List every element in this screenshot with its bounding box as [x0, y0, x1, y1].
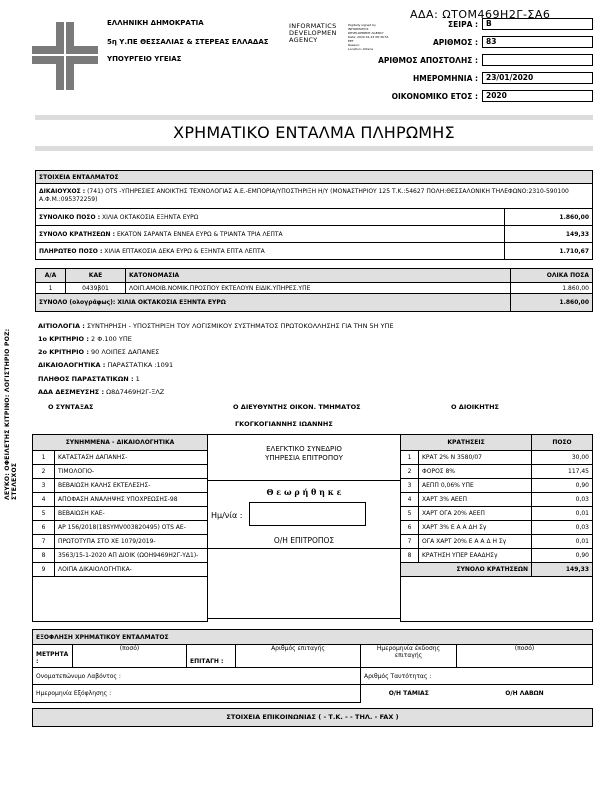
settlement-date-field[interactable]: Ημερομηνία Εξόφλησης :: [33, 685, 361, 703]
list-item: 5 ΒΕΒΑΙΩΣΗ ΚΑΕ-: [33, 507, 208, 521]
fiscal-year-label: ΟΙΚΟΝΟΜΙΚΟ ΕΤΟΣ :: [391, 92, 478, 101]
deductions-empty: [401, 577, 593, 622]
documents-count-line: ΠΛΗΘΟΣ ΠΑΡΑΣΤΑΤΙΚΩΝ : 1: [38, 375, 140, 383]
audit-date-label: Ημ/νία :: [211, 511, 243, 520]
cash-label: ΜΕΤΡΗΤΑ :: [33, 645, 73, 668]
deductions-header: ΚΡΑΤΗΣΕΙΣ: [401, 435, 532, 451]
deductions-total-amount: 149,33: [532, 563, 593, 577]
org-line-1: ΕΛΛΗΝΙΚΗ ΔΗΜΟΚΡΑΤΙΑ: [107, 19, 204, 27]
deductions-amount-header: ΠΟΣΟ: [532, 435, 593, 451]
attachments-table: [32, 434, 208, 622]
date-field[interactable]: 23/01/2020: [482, 72, 593, 84]
governor-signature: Ο ΔΙΟΙΚΗΤΗΣ: [451, 403, 499, 411]
attachments-empty: [33, 577, 208, 622]
list-item: 2 ΤΙΜΟΛΟΓΙΟ-: [33, 465, 208, 479]
deductions-total-label: ΣΥΝΟΛΟ ΚΡΑΤΗΣΕΩΝ: [401, 563, 532, 577]
beneficiary-row: ΔΙΚΑΙΟΥΧΟΣ : (741) OTS -ΥΠΗΡΕΣΙΕΣ ΑΝΟΙΚΤΗΣ ΤΕΧΝΟΛΟΓΙΑΣ Α.Ε.-ΕΜΠΟΡΙΑ/ΥΠΟΣΤΗΡΙΞΗ Η/Υ (ΜΟΝΑΣΤΗΡΙΟΥ 125 Τ.Κ.:54627 ΠΟΛΗ:ΘΕΣΣΑΛΟΝΙΚΗ ΤΗΛΕΦΩΝΟ:2310-590100 Α.Φ.Μ.:095372259): [36, 184, 593, 209]
recipient-name-field[interactable]: Ονοματεπώνυμο Λαβόντος :: [33, 668, 361, 685]
org-line-2: 5η Υ.ΠΕ ΘΕΣΣΑΛΙΑΣ & ΣΤΕΡΕΑΣ ΕΛΛΑΔΑΣ: [107, 38, 269, 46]
audit-title: ΕΛΕΓΚΤΙΚΟ ΣΥΝΕΔΡΙΟ ΥΠΗΡΕΣΙΑ ΕΠΙΤΡΟΠΟΥ: [265, 445, 343, 462]
total-amount-row: ΣΥΝΟΛΙΚΟ ΠΟΣΟ : ΧΙΛΙΑ ΟΚΤΑΚΟΣΙΑ ΕΞΗΝΤΑ ΕΥΡΩ: [36, 209, 505, 226]
check-amount-field[interactable]: (ποσό): [457, 645, 593, 668]
cash-amount-field[interactable]: (ποσό): [73, 645, 187, 668]
table-row: 8 ΚΡΑΤΗΣΗ ΥΠΕΡ ΕΑΑΔΗΣγ 0,90: [401, 549, 593, 563]
list-item: 7 ΠΡΩΤΟΤΥΠΑ ΣΤΟ ΧΕ 1079/2019-: [33, 535, 208, 549]
attachments-header: ΣΥΝΗΜΜΕΝΑ - ΔΙΚΑΙΟΛΟΓΗΤΙΚΑ: [33, 435, 208, 451]
commitment-ada-line: ΑΔΑ ΔΕΣΜΕΥΣΗΣ : Ω8Δ7469Η2Γ-ΞΛΖ: [38, 388, 165, 396]
settlement-title: ΕΞΟΦΛΗΣΗ ΧΡΗΜΑΤΙΚΟΥ ΕΝΤΑΛΜΑΤΟΣ: [33, 630, 593, 645]
deductions-table: [400, 434, 593, 622]
title-bar-top: [35, 115, 593, 120]
date-label: ΗΜΕΡΟΜΗΝΙΑ :: [413, 74, 478, 83]
receiver-label: Ο/Η ΛΑΒΩΝ: [505, 690, 544, 698]
table-row: 1 0439β01 ΛΟΙΠ.ΑΜΟΙΒ.ΝΟΜΙΚ.ΠΡΟΣΠΟΥ ΕΚΤΕΛΟΥΝ ΕΙΔΙΚ.ΥΠΗΡΕΣ.ΥΠΕ 1.860,00: [36, 283, 593, 294]
list-item: 6 ΑΡ 156/2018(18SYMV003820495) OTS AE-: [33, 521, 208, 535]
criterion-1-line: 1ο ΚΡΙΤΗΡΙΟ : 2 Φ.100 ΥΠΕ: [38, 335, 132, 343]
col-kae: ΚΑΕ: [66, 269, 126, 283]
list-item: 3 ΒΕΒΑΙΩΣΗ ΚΑΛΗΣ ΕΚΤΕΛΕΣΗΣ-: [33, 479, 208, 493]
table-row: 7 ΟΓΑ ΧΑΡΤ 20% Ε Α Α Δ Η Σγ 0,01: [401, 535, 593, 549]
payable-amount: 1.710,67: [505, 243, 593, 260]
deductions-total: 149,33: [505, 226, 593, 243]
number-label: ΑΡΙΘΜΟΣ :: [432, 38, 478, 47]
check-label: ΕΠΙΤΑΓΗ :: [187, 645, 236, 668]
check-number-field[interactable]: Αριθμός επιταγής: [236, 645, 361, 668]
warrant-details-table: [35, 170, 593, 260]
table-row: 2 ΦΟΡΟΣ 8% 117,45: [401, 465, 593, 479]
composer-signature: Ο ΣΥΝΤΑΞΑΣ: [48, 403, 94, 411]
dispatch-number-label: ΑΡΙΘΜΟΣ ΑΠΟΣΤΟΛΗΣ :: [378, 56, 478, 65]
page-title: ΧΡΗΜΑΤΙΚΟ ΕΝΤΑΛΜΑ ΠΛΗΡΩΜΗΣ: [173, 123, 455, 142]
documents-line: ΔΙΚΑΙΟΛΟΓΗΤΙΚΑ : ΠΑΡΑΣΤΑΤΙΚΑ :1091: [38, 361, 174, 369]
fiscal-year-field[interactable]: 2020: [482, 90, 593, 102]
signature-stamp-ida: INFORMATICS DEVELOPMEN AGENCY: [289, 22, 337, 44]
col-aa: Α/Α: [36, 269, 66, 283]
org-line-3: ΥΠΟΥΡΓΕΙΟ ΥΓΕΙΑΣ: [107, 55, 182, 63]
id-number-field[interactable]: Αριθμός Ταυτότητας :: [361, 668, 593, 685]
dispatch-number-field[interactable]: [482, 54, 593, 66]
kae-table: [35, 268, 593, 312]
audit-seen-label: Θ ε ω ρ ή θ η κ ε: [266, 487, 342, 497]
col-amount: ΟΛΙΚΑ ΠΟΣΑ: [511, 269, 593, 283]
table-row: 5 ΧΑΡΤ ΟΓΑ 20% ΑΕΕΠ 0,01: [401, 507, 593, 521]
cashier-label: Ο/Η ΤΑΜΙΑΣ: [361, 685, 457, 703]
check-date-field[interactable]: Ημερομηνία έκδοσης επιταγής: [361, 645, 457, 668]
series-label: ΣΕΙΡΑ :: [448, 20, 478, 29]
criterion-2-line: 2ο ΚΡΙΤΗΡΙΟ : 90 ΛΟΙΠΕΣ ΔΑΠΑΝΕΣ: [38, 348, 160, 356]
copy-distribution-note: ΛΕΥΚΟ: ΟΦΕΙΛΕΤΗΣ ΚΙΤΡΙΝΟ: ΛΟΓΙΣΤΗΡΙΟ ΡΟΖ: ΣΤΕΛΕΧΟΣ: [4, 328, 18, 500]
list-item: 4 ΑΠΟΦΑΣΗ ΑΝΑΛΗΨΗΣ ΥΠΟΧΡΕΩΣΗΣ-98: [33, 493, 208, 507]
ada-code: ΑΔΑ: ΩΤΟΜ469Η2Γ-ΣΑ6: [410, 8, 551, 21]
deductions-total-row: ΣΥΝΟΛΟ ΚΡΑΤΗΣΕΩΝ : ΕΚΑΤΟΝ ΣΑΡΑΝΤΑ ΕΝΝΕΑ ΕΥΡΩ & ΤΡΙΑΝΤΑ ΤΡΙΑ ΛΕΠΤΑ: [36, 226, 505, 243]
payable-amount-row: ΠΛΗΡΩΤΕΟ ΠΟΣΟ : ΧΙΛΙΑ ΕΠΤΑΚΟΣΙΑ ΔΕΚΑ ΕΥΡΩ & ΕΞΗΝΤΑ ΕΠΤΑ ΛΕΠΤΑ: [36, 243, 505, 260]
list-item: 1 ΚΑΤΑΣΤΑΣΗ ΔΑΠΑΝΗΣ-: [33, 451, 208, 465]
table-row: 6 ΧΑΡΤ 3% Ε Α Α ΔΗ Σγ 0,03: [401, 521, 593, 535]
number-field[interactable]: 83: [482, 36, 593, 48]
table-row: 1 ΚΡΑΤ 2% Ν 3580/07 30,00: [401, 451, 593, 465]
col-name: ΚΑΤΟΝΟΜΑΣΙΑ: [126, 269, 511, 283]
audit-date-field[interactable]: [249, 502, 366, 526]
kae-total-amount: 1.860,00: [511, 294, 593, 312]
reason-line: ΑΙΤΙΟΛΟΓΙΑ : ΣΥΝΤΗΡΗΣΗ - ΥΠΟΣΤΗΡΙΞΗ ΤΟΥ ΛΟΓΙΣΜΙΚΟΥ ΣΥΣΤΗΜΑΤΟΣ ΠΡΩΤΟΚΟΛΛΗΣΗΣ ΓΙΑ ΤΗΝ 5Η ΥΠΕ: [38, 322, 394, 330]
total-amount: 1.860,00: [505, 209, 593, 226]
kae-total-label: ΣΥΝΟΛΟ (ολογράφως): ΧΙΛΙΑ ΟΚΤΑΚΟΣΙΑ ΕΞΗΝΤΑ ΕΥΡΩ: [36, 294, 511, 312]
signature-details: Digitally signed by INFORMATICS DEVELOPMENT AGENCY Date: 2020.01.23 08:36:51 EET Reason: Location: Athens: [348, 23, 389, 51]
contact-info: ΣΤΟΙΧΕΙΑ ΕΠΙΚΟΙΝΩΝΙΑΣ ( - Τ.Κ. - - ΤΗΛ. - FAX ): [32, 708, 593, 727]
table-row: 4 ΧΑΡΤ 3% ΑΕΕΠ 0,03: [401, 493, 593, 507]
audit-box: [207, 434, 401, 619]
title-bar-bottom: [35, 146, 593, 151]
series-field[interactable]: Β: [482, 18, 593, 30]
list-item: 9 ΛΟΙΠΑ ΔΙΚΑΙΟΛΟΓΗΤΙΚΑ-: [33, 563, 208, 577]
table-row: 3 ΑΕΠΠ 0,06% ΥΠΕ 0,90: [401, 479, 593, 493]
commissioner-label: Ο/Η ΕΠΙΤΡΟΠΟΣ: [273, 536, 335, 545]
section-title: ΣΤΟΙΧΕΙΑ ΕΝΤΑΛΜΑΤΟΣ: [36, 171, 593, 184]
list-item: 8 3563/15-1-2020 ΑΠ ΔΙΟΙΚ (ΩΟΗ9469Η2Γ-ΥΔ1)-: [33, 549, 208, 563]
director-signature: Ο ΔΙΕΥΘΥΝΤΗΣ ΟΙΚΟΝ. ΤΜΗΜΑΤΟΣ: [233, 403, 361, 411]
settlement-table: [32, 629, 593, 703]
director-name: ΓΚΟΓΚΟΓΙΑΝΝΗΣ ΙΩΑΝΝΗΣ: [235, 420, 333, 428]
